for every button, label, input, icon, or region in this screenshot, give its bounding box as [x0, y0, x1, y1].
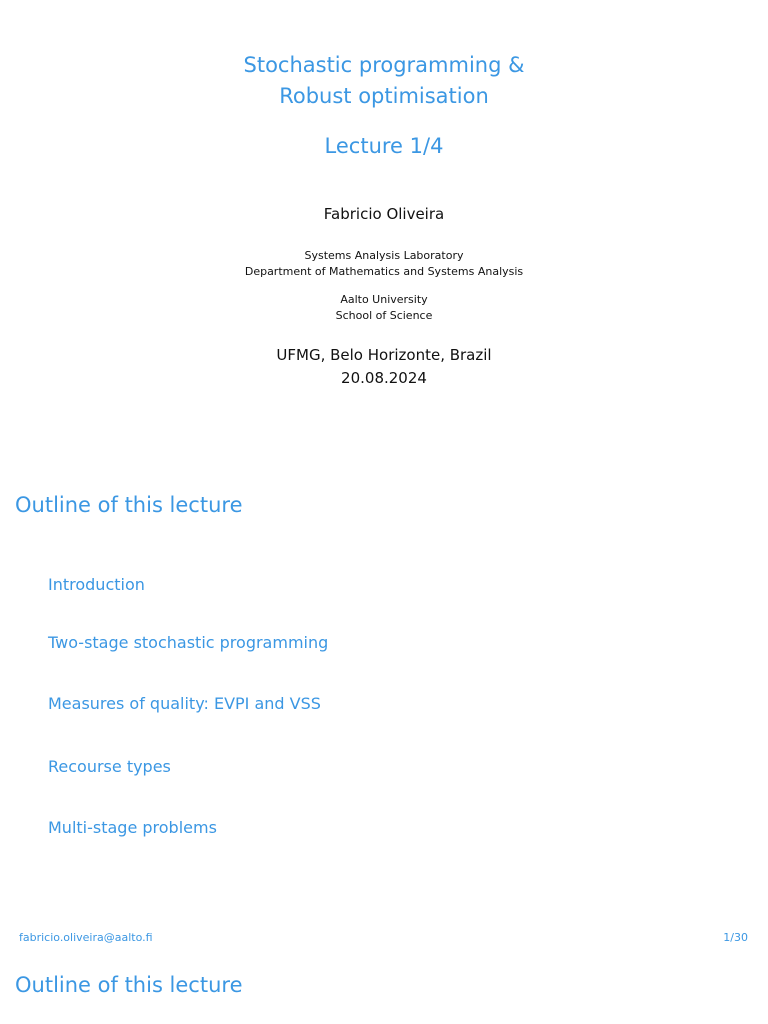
outline-item-measures-of-quality[interactable]: Measures of quality: EVPI and VSS	[48, 694, 321, 713]
department-name: Department of Mathematics and Systems Analysis	[244, 265, 524, 278]
outline-item-multi-stage[interactable]: Multi-stage problems	[48, 818, 217, 837]
outline-title: Outline of this lecture	[15, 493, 243, 517]
footer-email[interactable]: fabricio.oliveira@aalto.fi	[19, 931, 153, 944]
author-name: Fabricio Oliveira	[323, 205, 445, 223]
outline-title-next: Outline of this lecture	[15, 973, 243, 997]
venue: UFMG, Belo Horizonte, Brazil	[276, 346, 492, 364]
school-name: School of Science	[335, 309, 433, 322]
lecture-number: Lecture 1/4	[324, 134, 444, 158]
slide-title-line-1: Stochastic programming &	[243, 53, 525, 77]
lab-name: Systems Analysis Laboratory	[304, 249, 464, 262]
slide-title-line-2: Robust optimisation	[279, 84, 489, 108]
outline-item-two-stage[interactable]: Two-stage stochastic programming	[48, 633, 329, 652]
footer-page-number: 1/30	[723, 931, 748, 944]
date: 20.08.2024	[341, 369, 427, 387]
outline-item-recourse-types[interactable]: Recourse types	[48, 757, 171, 776]
university-name: Aalto University	[340, 293, 428, 306]
outline-item-introduction[interactable]: Introduction	[48, 575, 145, 594]
